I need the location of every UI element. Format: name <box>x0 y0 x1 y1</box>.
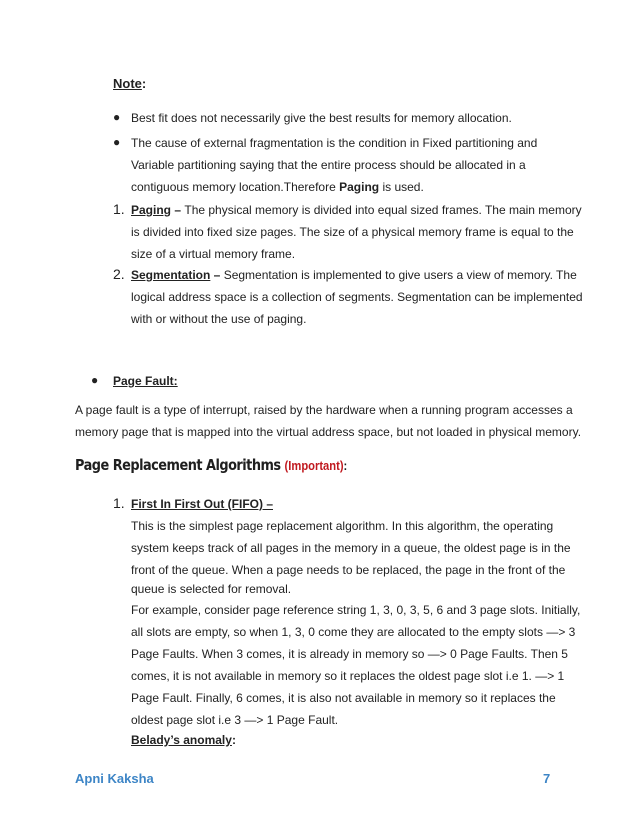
section-title-text: Page Replacement Algorithms <box>75 456 285 474</box>
list-number: 1. <box>113 201 125 217</box>
belady-colon: : <box>231 733 236 747</box>
segmentation-line: with or without the use of paging. <box>131 312 307 326</box>
section-title-colon: : <box>343 458 348 473</box>
page-fault-paragraph-line: memory page that is mapped into the virtual address space, but not loaded in physical memory. <box>75 425 582 439</box>
paging-line: size of a virtual memory frame. <box>131 247 296 261</box>
fifo-line: For example, consider page reference string 1, 3, 0, 3, 5, 6 and 3 page slots. Initially, <box>131 603 581 617</box>
bullet-text-line: The cause of external fragmentation is the condition in Fixed partitioning and <box>131 136 538 150</box>
fifo-line: comes, it is not available in memory so it replaces the oldest page slot i.e 1. —> 1 <box>131 669 565 683</box>
paging-dash: – <box>171 203 185 217</box>
list-number: 2. <box>113 266 125 282</box>
paging-first-line <box>131 203 582 218</box>
page-number: 7 <box>543 771 551 786</box>
belady-heading <box>131 733 236 748</box>
fifo-line: Page Faults. When 3 comes, it is already in memory so —> 0 Page Faults. Then 5 <box>131 647 568 661</box>
paging-text: The physical memory is divided into equal sized frames. The main memory <box>184 203 582 217</box>
bullet-text-line: Variable partitioning saying that the entire process should be allocated in a <box>131 158 526 172</box>
fifo-heading <box>131 497 273 512</box>
bullet-text: Best fit does not necessarily give the best results for memory allocation. <box>131 111 512 125</box>
fifo-heading-text: First In First Out (FIFO) – <box>131 497 273 511</box>
segmentation-dash: – <box>210 268 224 282</box>
note-heading-colon: : <box>141 76 147 91</box>
segmentation-term: Segmentation <box>131 268 211 282</box>
bullet-dot: ● <box>113 135 121 149</box>
bullet-text-segment: contiguous memory location.Therefore <box>131 180 340 194</box>
fifo-line: system keeps track of all pages in the memory in a queue, the oldest page is in the <box>131 541 571 555</box>
note-heading-text: Note <box>113 76 142 91</box>
bullet-text-line <box>131 180 424 195</box>
paging-term: Paging <box>131 203 172 217</box>
bullet-bold-term: Paging <box>339 180 380 194</box>
segmentation-first-line <box>131 268 577 283</box>
page-fault-paragraph-line: A page fault is a type of interrupt, raised by the hardware when a running program accesses a <box>75 403 573 417</box>
footer-brand: Apni Kaksha <box>75 771 154 786</box>
fifo-line: front of the queue. When a page needs to be replaced, the page in the front of the <box>131 563 566 577</box>
important-label: (Important) <box>284 458 344 473</box>
fifo-line: Page Fault. Finally, 6 comes, it is also not available in memory so it replaces the <box>131 691 556 705</box>
segmentation-text: Segmentation is implemented to give users a view of memory. The <box>223 268 577 282</box>
fifo-line: This is the simplest page replacement algorithm. In this algorithm, the operating <box>131 519 554 533</box>
fifo-line: queue is selected for removal. <box>131 582 292 596</box>
bullet-dot: ● <box>91 373 99 387</box>
list-number: 1. <box>113 495 125 511</box>
fifo-line: oldest page slot i.e 3 —> 1 Page Fault. <box>131 713 339 727</box>
bullet-dot: ● <box>113 110 121 124</box>
bullet-text-tail: is used. <box>379 180 424 194</box>
page-fault-heading <box>113 374 178 389</box>
fifo-line: all slots are empty, so when 1, 3, 0 come they are allocated to the empty slots —> 3 <box>131 625 576 639</box>
section-title <box>75 455 347 476</box>
page-fault-heading-text: Page Fault: <box>113 374 178 388</box>
segmentation-line: logical address space is a collection of segments. Segmentation can be implemented <box>131 290 583 304</box>
note-heading <box>113 75 146 92</box>
paging-line: is divided into fixed size pages. The size of a physical memory frame is equal to the <box>131 225 574 239</box>
belady-heading-text: Belady’s anomaly <box>131 733 232 747</box>
